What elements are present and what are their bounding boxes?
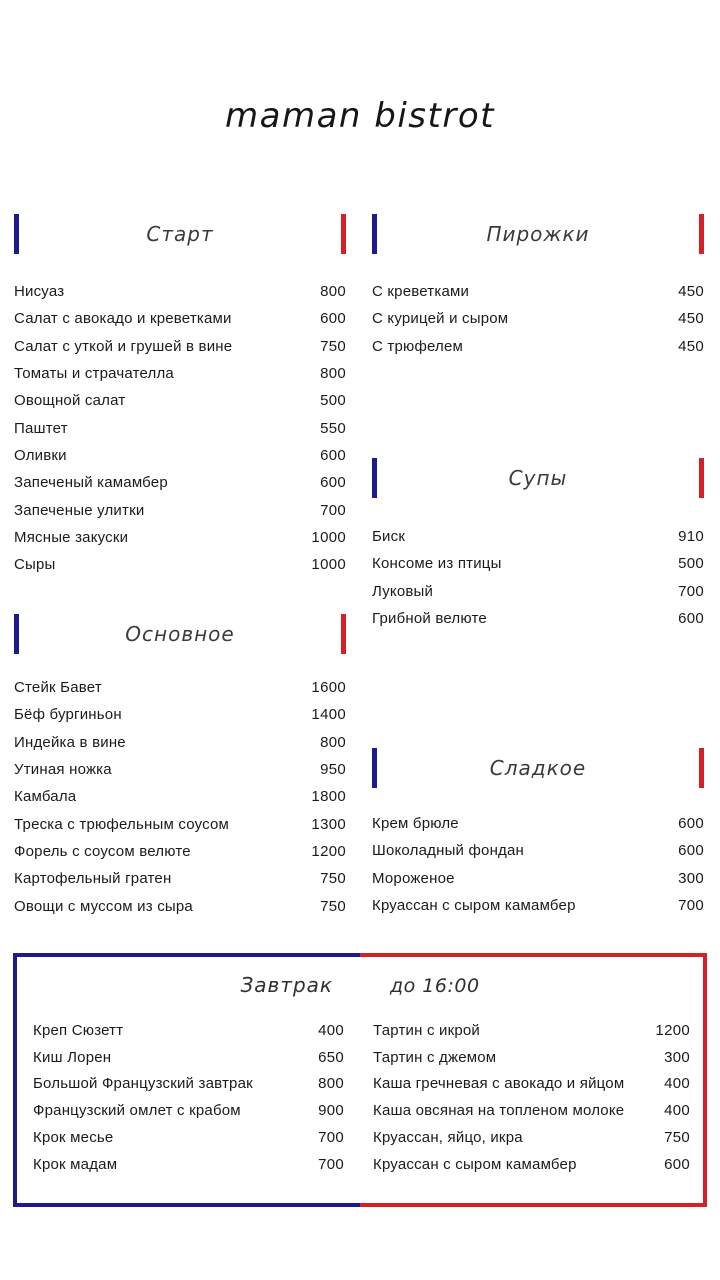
menu-item-price: 1600 xyxy=(311,679,346,697)
section-title-pies: Пирожки xyxy=(486,222,590,246)
menu-item-price: 800 xyxy=(320,733,346,751)
menu-item-row xyxy=(373,1044,690,1071)
menu-item-price: 1200 xyxy=(311,842,346,860)
section-items-sweet xyxy=(372,810,704,919)
menu-item-row xyxy=(14,278,346,305)
menu-item-row xyxy=(14,810,346,837)
menu-item-price: 700 xyxy=(678,897,704,915)
menu-item-name: Киш Лорен xyxy=(33,1048,112,1066)
section-header-soups xyxy=(372,458,704,498)
menu-item-name: Консоме из птицы xyxy=(372,555,502,573)
menu-item-name: Салат с авокадо и креветками xyxy=(14,310,232,328)
menu-item-name: Крок месье xyxy=(33,1129,114,1147)
menu-item-price: 500 xyxy=(678,555,704,573)
menu-item-price: 800 xyxy=(320,283,346,301)
menu-item-row xyxy=(373,1017,690,1044)
menu-item-price: 800 xyxy=(318,1075,344,1093)
accent-bar-red xyxy=(341,214,346,254)
menu-item-name: Индейка в вине xyxy=(14,733,126,751)
menu-item-price: 1000 xyxy=(311,556,346,574)
menu-item-price: 1200 xyxy=(655,1021,690,1039)
menu-item-row xyxy=(373,1124,690,1151)
menu-item-name: Тартин с джемом xyxy=(373,1048,497,1066)
menu-item-price: 600 xyxy=(664,1155,690,1173)
menu-item-name: С креветками xyxy=(372,283,470,301)
menu-item-row xyxy=(372,523,704,550)
menu-item-name: Круассан, яйцо, икра xyxy=(373,1129,523,1147)
menu-item-row xyxy=(373,1071,690,1098)
section-header-sweet xyxy=(372,748,704,788)
menu-item-row xyxy=(14,305,346,332)
breakfast-box xyxy=(13,953,707,1207)
section-title-sweet: Сладкое xyxy=(489,756,587,780)
menu-item-price: 950 xyxy=(320,761,346,779)
menu-item-row xyxy=(14,838,346,865)
menu-item-name: Каша овсяная на топленом молоке xyxy=(373,1102,625,1120)
menu-item-price: 600 xyxy=(678,815,704,833)
menu-item-name: Запеченые улитки xyxy=(14,501,145,519)
menu-item-name: Круассан с сыром камамбер xyxy=(372,897,576,915)
section-title-start: Старт xyxy=(146,222,214,246)
menu-item-row xyxy=(14,783,346,810)
menu-item-row xyxy=(373,1151,690,1178)
menu-item-name: Шоколадный фондан xyxy=(372,842,525,860)
menu-item-price: 450 xyxy=(678,310,704,328)
menu-item-row xyxy=(14,674,346,701)
menu-item-row xyxy=(14,469,346,496)
menu-item-price: 700 xyxy=(320,501,346,519)
menu-item-price: 600 xyxy=(678,610,704,628)
breakfast-header xyxy=(17,973,703,997)
menu-item-row xyxy=(14,442,346,469)
breakfast-time-note: до 16:00 xyxy=(389,975,480,997)
menu-item-row xyxy=(372,810,704,837)
restaurant-title: maman bistrot xyxy=(225,96,495,136)
menu-item-name: Луковый xyxy=(372,582,434,600)
menu-item-name: Картофельный гратен xyxy=(14,870,172,888)
menu-item-price: 800 xyxy=(320,365,346,383)
menu-item-price: 600 xyxy=(320,446,346,464)
menu-item-row xyxy=(33,1017,344,1044)
menu-item-price: 900 xyxy=(318,1102,344,1120)
menu-item-row xyxy=(14,333,346,360)
menu-item-row xyxy=(14,729,346,756)
menu-item-row xyxy=(14,414,346,441)
menu-item-row xyxy=(372,605,704,632)
menu-item-price: 700 xyxy=(318,1155,344,1173)
menu-item-row xyxy=(372,278,704,305)
section-header-start xyxy=(14,214,346,254)
menu-item-price: 1400 xyxy=(311,706,346,724)
menu-item-price: 450 xyxy=(678,337,704,355)
menu-item-name: Креп Сюзетт xyxy=(33,1021,124,1039)
menu-item-name: Бёф бургиньон xyxy=(14,706,122,724)
section-title-main: Основное xyxy=(125,622,235,646)
menu-item-row xyxy=(14,360,346,387)
menu-item-name: Крем брюле xyxy=(372,815,459,833)
menu-item-name: Тартин с икрой xyxy=(373,1021,481,1039)
menu-item-name: Мясные закуски xyxy=(14,528,129,546)
menu-item-price: 650 xyxy=(318,1048,344,1066)
menu-item-name: Камбала xyxy=(14,788,77,806)
menu-item-name: Паштет xyxy=(14,419,68,437)
menu-item-price: 750 xyxy=(320,897,346,915)
menu-item-row xyxy=(33,1151,344,1178)
menu-item-name: Оливки xyxy=(14,446,67,464)
menu-item-price: 750 xyxy=(320,337,346,355)
breakfast-items-left xyxy=(33,1017,344,1178)
menu-item-name: Стейк Бавет xyxy=(14,679,102,697)
menu-item-row xyxy=(14,892,346,919)
menu-item-price: 1000 xyxy=(311,528,346,546)
menu-item-name: Круассан с сыром камамбер xyxy=(373,1155,577,1173)
menu-item-name: Форель с соусом велюте xyxy=(14,842,191,860)
menu-item-row xyxy=(14,756,346,783)
menu-item-row xyxy=(14,701,346,728)
menu-item-price: 1300 xyxy=(311,815,346,833)
menu-item-row xyxy=(372,333,704,360)
section-items-pies xyxy=(372,278,704,360)
menu-item-price: 500 xyxy=(320,392,346,410)
menu-item-price: 910 xyxy=(678,528,704,546)
section-title-soups: Супы xyxy=(508,466,568,490)
menu-item-name: Каша гречневая с авокадо и яйцом xyxy=(373,1075,625,1093)
menu-item-name: Французский омлет с крабом xyxy=(33,1102,241,1120)
menu-item-name: Грибной велюте xyxy=(372,610,487,628)
section-items-start xyxy=(14,278,346,578)
menu-item-price: 300 xyxy=(678,869,704,887)
section-header-main xyxy=(14,614,346,654)
menu-item-price: 750 xyxy=(320,870,346,888)
menu-item-name: Салат с уткой и грушей в вине xyxy=(14,337,233,355)
menu-item-price: 600 xyxy=(678,842,704,860)
section-header-pies xyxy=(372,214,704,254)
menu-item-name: Мороженое xyxy=(372,869,455,887)
menu-item-row xyxy=(372,865,704,892)
menu-item-name: Томаты и страчателла xyxy=(14,365,174,383)
breakfast-title: Завтрак xyxy=(240,973,333,997)
menu-item-name: Овощной салат xyxy=(14,392,126,410)
menu-item-row xyxy=(14,551,346,578)
menu-item-price: 300 xyxy=(664,1048,690,1066)
menu-item-price: 700 xyxy=(318,1129,344,1147)
menu-item-row xyxy=(33,1071,344,1098)
menu-item-name: Большой Французский завтрак xyxy=(33,1075,253,1093)
menu-item-price: 750 xyxy=(664,1129,690,1147)
menu-item-row xyxy=(33,1044,344,1071)
menu-item-name: С курицей и сыром xyxy=(372,310,509,328)
menu-item-row xyxy=(372,892,704,919)
menu-item-name: Запеченый камамбер xyxy=(14,474,168,492)
menu-item-row xyxy=(14,387,346,414)
menu-item-name: Треска с трюфельным соусом xyxy=(14,815,230,833)
section-items-main xyxy=(14,674,346,920)
menu-item-price: 1800 xyxy=(311,788,346,806)
menu-item-price: 600 xyxy=(320,474,346,492)
menu-item-name: Нисуаз xyxy=(14,283,65,301)
menu-item-row xyxy=(372,305,704,332)
menu-item-price: 400 xyxy=(664,1102,690,1120)
menu-item-price: 450 xyxy=(678,283,704,301)
accent-bar-red xyxy=(341,614,346,654)
menu-item-row xyxy=(14,865,346,892)
menu-item-price: 400 xyxy=(664,1075,690,1093)
menu-item-name: Сыры xyxy=(14,556,56,574)
menu-item-price: 400 xyxy=(318,1021,344,1039)
section-items-soups xyxy=(372,523,704,632)
menu-item-row xyxy=(373,1097,690,1124)
menu-item-row xyxy=(14,496,346,523)
menu-item-row xyxy=(33,1097,344,1124)
menu-item-price: 550 xyxy=(320,419,346,437)
menu-item-row xyxy=(14,524,346,551)
menu-item-name: Биск xyxy=(372,528,406,546)
breakfast-items-right xyxy=(373,1017,690,1178)
accent-bar-red xyxy=(699,748,704,788)
accent-bar-red xyxy=(699,458,704,498)
menu-item-row xyxy=(372,550,704,577)
menu-item-row xyxy=(33,1124,344,1151)
menu-item-name: Утиная ножка xyxy=(14,761,112,779)
accent-bar-red xyxy=(699,214,704,254)
menu-item-row xyxy=(372,578,704,605)
menu-item-name: Овощи с муссом из сыра xyxy=(14,897,193,915)
menu-item-name: С трюфелем xyxy=(372,337,464,355)
menu-item-price: 700 xyxy=(678,582,704,600)
menu-item-name: Крок мадам xyxy=(33,1155,118,1173)
menu-item-row xyxy=(372,837,704,864)
menu-item-price: 600 xyxy=(320,310,346,328)
